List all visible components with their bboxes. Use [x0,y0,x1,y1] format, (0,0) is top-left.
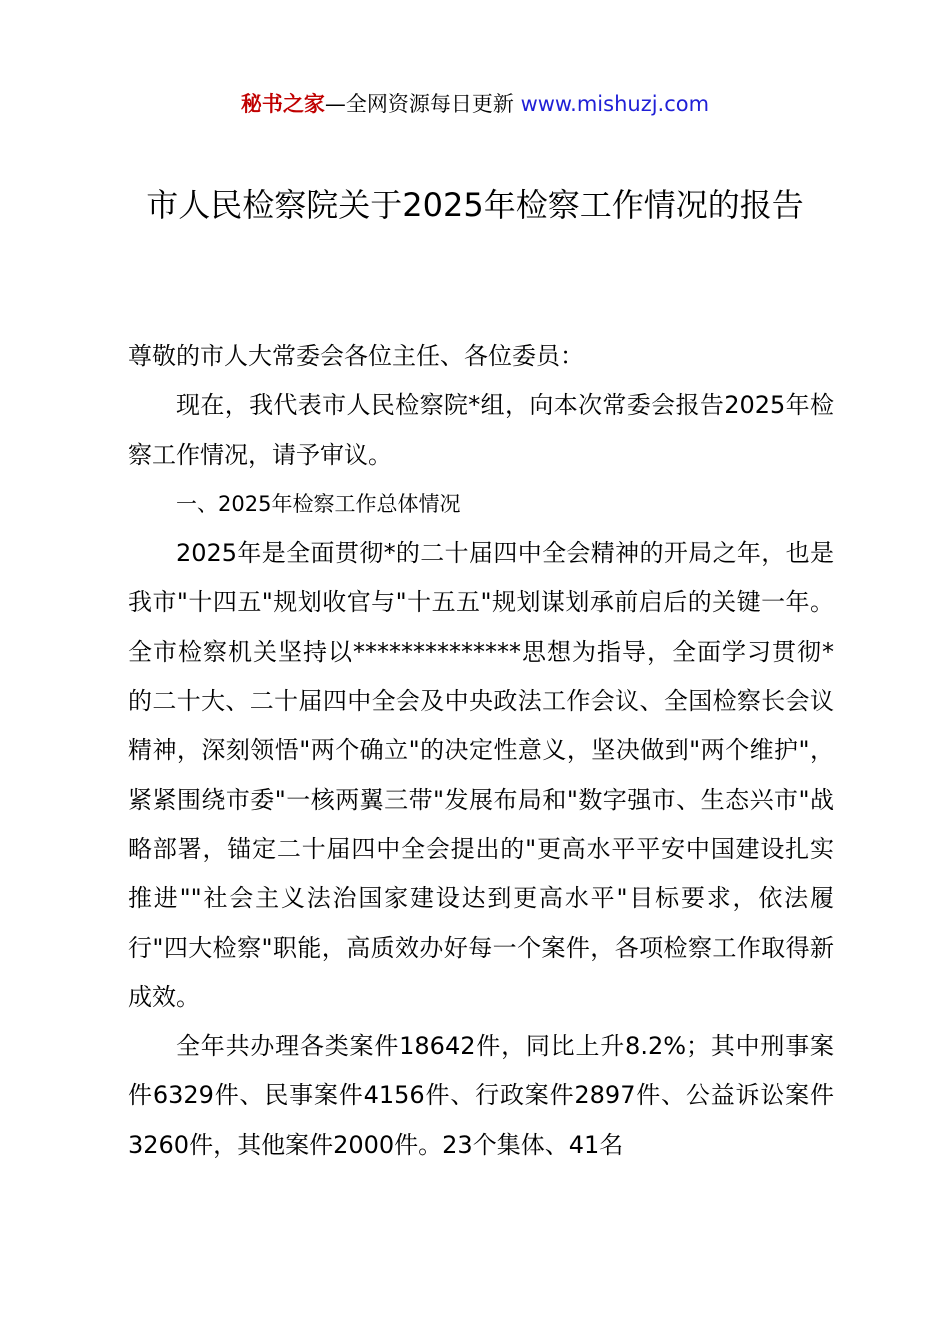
statistics-paragraph: 全年共办理各类案件18642件，同比上升8.2%；其中刑事案件6329件、民事案件4156件、行政案件2897件、公益诉讼案件3260件，其他案件2000件。23个集体、41名 [128,1032,834,1159]
header-tagline: —全网资源每日更新 [324,92,521,116]
section-heading: 一、2025年检察工作总体情况 [176,491,461,516]
overview-paragraph: 2025年是全面贯彻*的二十届四中全会精神的开局之年，也是我市"十四五"规划收官与"十五五"规划谋划承前启后的关键一年。全市检察机关坚持以**************思想为指导，全面学习贯彻*的二十大、二十届四中全会及中央政法工作会议、全国检察长会议精神，深刻领悟"两个确立"的决定性意义，坚决做到"两个维护"，紧紧围绕市委"一核两翼三带"发展布局和"数字强市、生态兴市"战略部署，锚定二十届四中全会提出的"更高水平平安中国建设扎实推进""社会主义法治国家建设达到更高水平"目标要求，依法履行"四大检察"职能，高质效办好每一个案件，各项检察工作取得新成效。 [128,539,834,1011]
intro-paragraph: 现在，我代表市人民检察院*组，向本次常委会报告2025年检察工作情况，请予审议。 [128,391,834,469]
salutation: 尊敬的市人大常委会各位主任、各位委员： [128,342,584,370]
document-title: 市人民检察院关于2025年检察工作情况的报告 [146,186,804,224]
site-header [0,89,950,119]
site-url-link[interactable]: www.mishuzj.com [520,92,710,116]
brand-name: 秘书之家 [240,92,325,116]
document-body [128,332,834,1170]
